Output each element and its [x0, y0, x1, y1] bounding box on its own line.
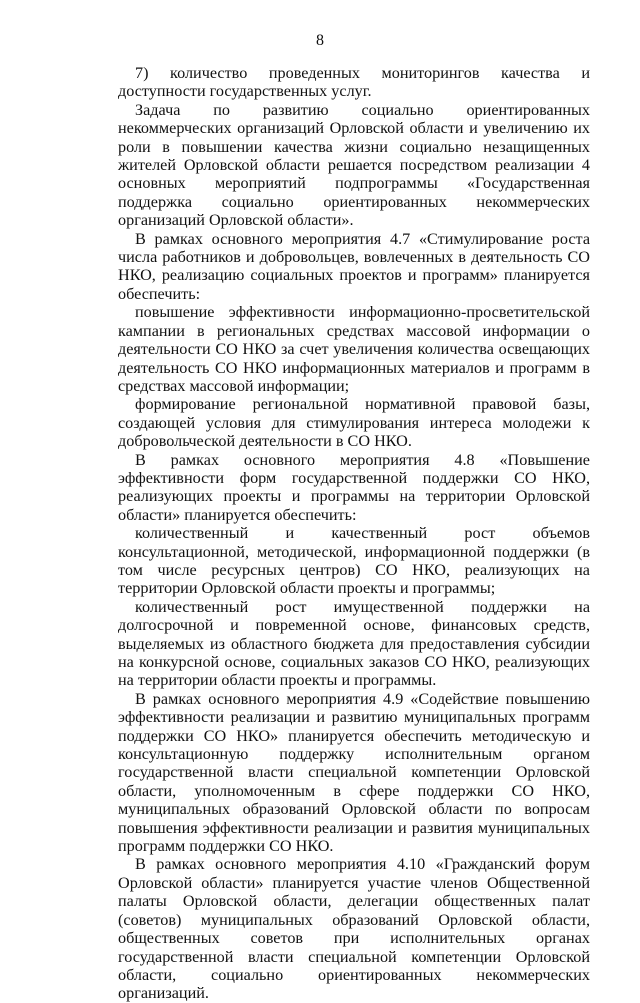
paragraph-item-7-monitoring: 7) количество проведенных мониторингов качества и доступности государственных услуг. [118, 64, 590, 101]
paragraph-measure-4-7: В рамках основного мероприятия 4.7 «Стимулирование роста числа работников и добровольцев, вовлеченных в деятельность СО НКО, реализацию социальных проектов и программ» планируется обеспечить: [118, 229, 590, 303]
document-body [118, 64, 590, 1003]
paragraph-property-support: количественный рост имущественной поддержки на долгосрочной и повременной основе, финансовых средств, выделяемых из областного бюджета для предоставления субсидии на конкурсной основе, социальных заказов СО НКО, реализующих на территории области проекты и программы. [118, 597, 590, 690]
paragraph-task-development: Задача по развитию социально ориентированных некоммерческих организаций Орловской области и увеличению их роли в повышении качества жизни социально незащищенных жителей Орловской области решается посредством реализации 4 основных мероприятий подпрограммы «Государственная поддержка социально ориентированных некоммерческих организаций Орловской области». [118, 100, 590, 230]
page-number: 8 [316, 32, 324, 49]
paragraph-measure-4-10: В рамках основного мероприятия 4.10 «Гражданский форум Орловской области» планируется участие членов Общественной палаты Орловской области, делегации общественных палат (советов) муниципальных образований Орловской области, общественных советов при исполнительных органах государственной власти специальной компетенции Орловской области, социально ориентированных некоммерческих организаций. [118, 855, 590, 1003]
paragraph-media-campaign: повышение эффективности информационно-просветительской кампании в региональных средствах массовой информации о деятельности СО НКО за счет увеличения количества освещающих деятельность СО НКО информационных материалов и программ в средствах массовой информации; [118, 303, 590, 395]
paragraph-measure-4-8: В рамках основного мероприятия 4.8 «Повышение эффективности форм государственной поддержки СО НКО, реализующих проекты и программы на территории Орловской области» планируется обеспечить: [118, 450, 590, 524]
paragraph-consulting-support: количественный и качественный рост объемов консультационной, методической, информационной поддержки (в том числе ресурсных центров) СО НКО, реализующих на территории Орловской области проекты и программы; [118, 524, 590, 598]
paragraph-measure-4-9: В рамках основного мероприятия 4.9 «Содействие повышению эффективности реализации и развитию муниципальных программ поддержки СО НКО» планируется обеспечить методическую и консультационную поддержку исполнительным органом государственной власти специальной компетенции Орловской области, уполномоченным в сфере поддержки СО НКО, муниципальных образований Орловской области по вопросам повышения эффективности реализации и развития муниципальных программ поддержки СО НКО. [118, 689, 590, 856]
paragraph-legal-base: формирование региональной нормативной правовой базы, создающей условия для стимулирования интереса молодежи к добровольческой деятельности в СО НКО. [118, 395, 590, 451]
